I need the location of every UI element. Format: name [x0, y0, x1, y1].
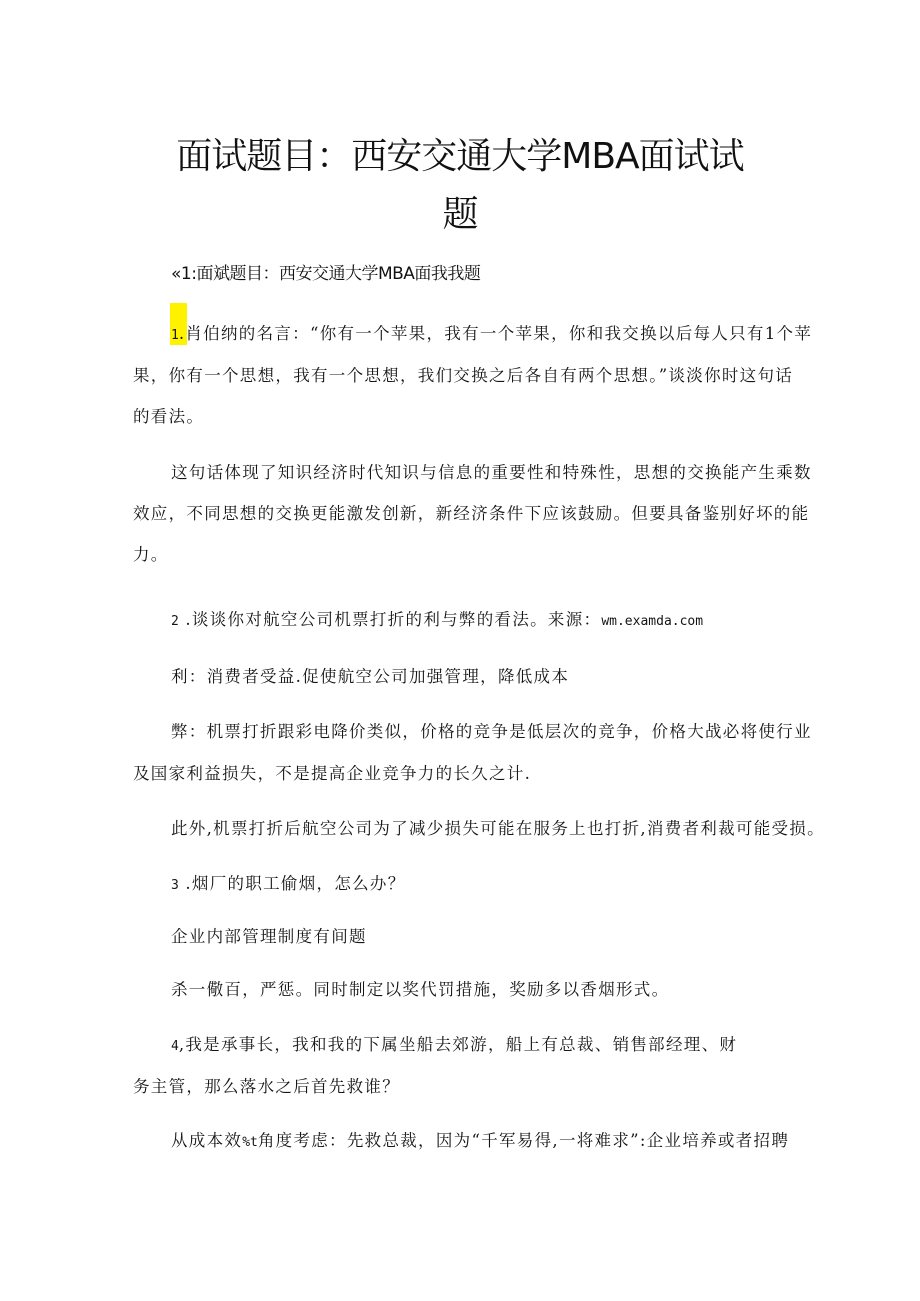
question-4-line-2: 务主管，那么落水之后首先救谁？ [133, 1077, 400, 1096]
answer-1-line-1: 这句话体现了知识经济时代知识与信息的重要性和特殊性，思想的交换能产生乘数 [171, 463, 812, 482]
answer-3-line-2: 杀一儆百，严惩。同时制定以奖代罚措施，奖励多以香烟形式。 [171, 980, 670, 999]
answer-2-con-line-2: 及国家利益损失，不是提高企业竞争力的长久之计. [133, 764, 532, 783]
question-2-number: 2 [171, 614, 179, 629]
question-4-line-1: 4,我是承事长，我和我的下属坐船去郊游，船上有总裁、销售部经理、财 [171, 1035, 738, 1054]
answer-2-extra: 此外,机票打折后航空公司为了减少损失可能在服务上也打折,消费者利裁可能受损。 [171, 819, 825, 838]
question-1-line-1: 1.肖伯纳的名言：“你有一个苹果，我有一个苹果，你和我交换以后每人只有1个苹 [171, 324, 813, 343]
answer-2-con-line-1: 弊：机票打折跟彩电降价类似，价格的竞争是低层次的竞争，价格大战必将使行业 [171, 722, 812, 741]
answer-1-line-2: 效应，不同思想的交换更能激发创新，新经济条件下应该鼓励。但要具备鉴别好坏的能 [133, 504, 810, 523]
answer-2-pro: 利：消费者受益.促使航空公司加强管理，降低成本 [171, 667, 570, 686]
question-4-number: 4 [171, 1039, 179, 1054]
document-subtitle: «1:面斌题目：西安交通大学MBA面我我题 [171, 264, 481, 284]
document-title-line-2: 题 [442, 194, 478, 235]
answer-3-line-1: 企业内部管理制度有间题 [171, 927, 367, 946]
question-3: 3 .烟厂的职工偷烟，怎么办？ [171, 874, 406, 893]
document-title-line-1: 面试题目：西安交通大学MBA面试试 [176, 136, 744, 177]
question-1-number: 1 [171, 328, 179, 343]
question-1-line-2: 果，你有一个思想，我有一个思想，我们交换之后各自有两个思想。”谈淡你时这句话 [133, 366, 794, 385]
question-1-line-3: 的看法。 [133, 407, 205, 426]
answer-4-line-1: 从成本效%t角度考虑：先救总裁，因为“千军易得,一将难求”:企业培养或者招聘 [171, 1131, 790, 1150]
source-link[interactable]: wm.examda.com [601, 614, 704, 629]
question-2: 2 .谈谈你对航空公司机票打折的利与弊的看法。来源：wm.examda.com [171, 610, 704, 629]
question-3-number: 3 [171, 878, 179, 893]
answer-1-line-3: 力。 [133, 545, 169, 564]
